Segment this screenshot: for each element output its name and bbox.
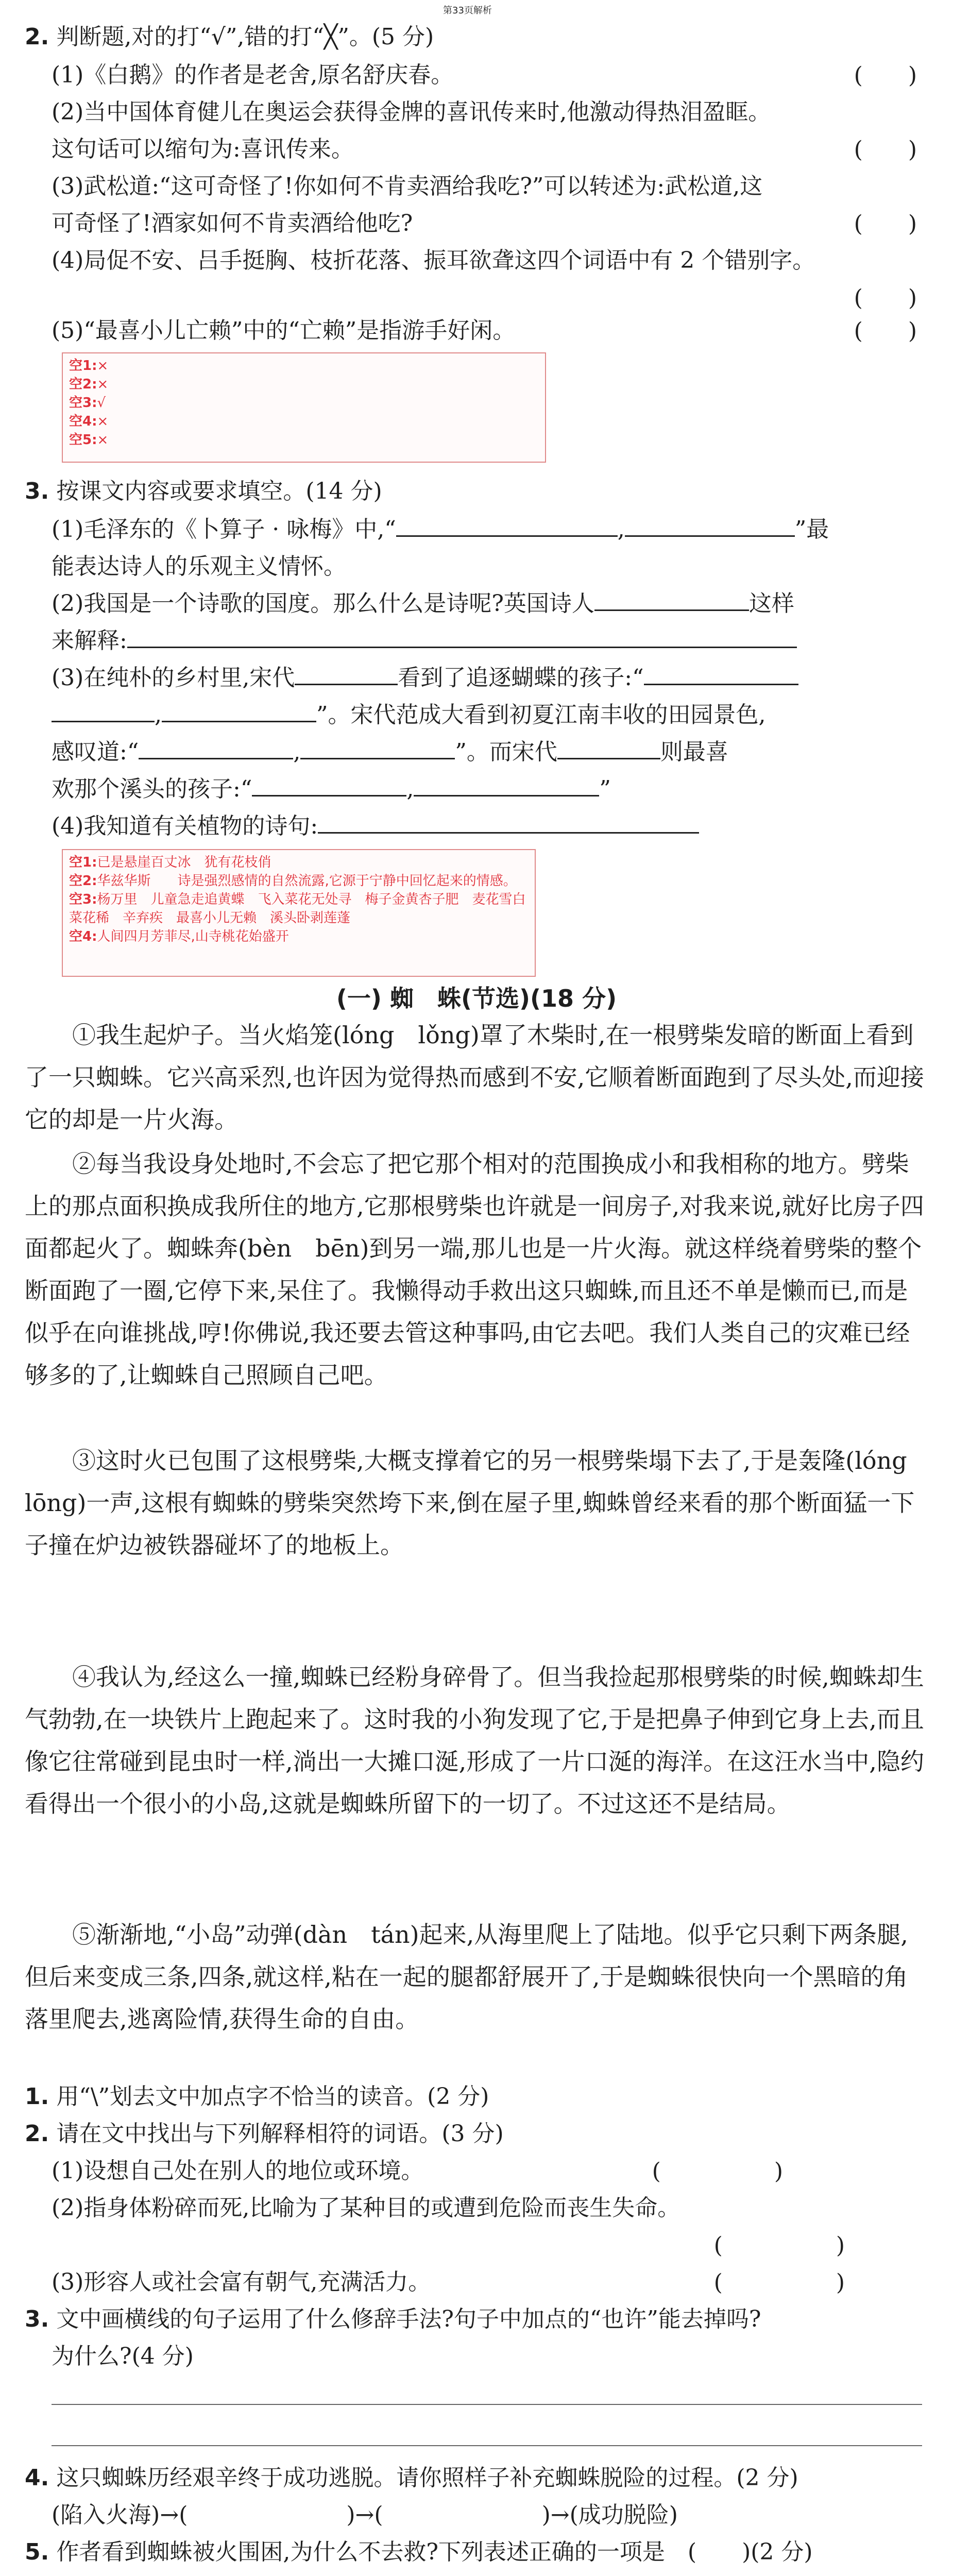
q2-answer-3: 空3:√ xyxy=(69,395,106,411)
q3-line-2: 能表达诗人的乐观主义情怀。 xyxy=(52,553,346,580)
passage-para-5: ⑤渐渐地,“小岛”动弹(dàn tán)起来,从海里爬上了陆地。似乎它只剩下两条腿,但后来变成三条,四条,就这样,粘在一起的腿都舒展开了,于是蜘蛛很快向一个黑暗的角落里爬去,逃离险情,获得生命的自由。 xyxy=(25,1921,908,2033)
q2-answer-1: 空1:× xyxy=(69,358,109,374)
q3-line-5: (3)在纯朴的乡村里,宋代 看到了追逐蝴蝶的孩子:“ xyxy=(52,659,922,697)
q2-answer-box xyxy=(62,352,546,463)
question-5: 5. 作者看到蜘蛛被火围困,为什么不去救?下列表述正确的一项是 ( )(2 分) xyxy=(25,2539,813,2565)
q2-paren-2[interactable]: ( ) xyxy=(854,137,917,163)
q2-item-3: (3)武松道:“这可奇怪了!你如何不肯卖酒给我吃?”可以转述为:武松道,这 xyxy=(52,173,763,199)
question-2-3: (3)形容人或社会富有朝气,充满活力。 xyxy=(52,2269,431,2295)
q3-line-1: (1)毛泽东的《卜算子 · 咏梅》中,“ , ”最 xyxy=(52,516,829,543)
q2-item-2: (2)当中国体育健儿在奥运会获得金牌的喜讯传来时,他激动得热泪盈眶。 xyxy=(52,99,771,125)
q3-answer-box xyxy=(62,849,536,977)
q2-1-paren[interactable]: ( ) xyxy=(652,2158,783,2184)
passage-para-1: ①我生起炉子。当火焰笼(lóng lǒng)罩了木柴时,在一根劈柴发暗的断面上看到了一只蜘蛛。它兴高采烈,也许因为觉得热而感到不安,它顺着断面跑到了尽头处,而迎接它的却是一片火海。 xyxy=(25,1021,924,1133)
q2-item-3b: 可奇怪了!酒家如何不肯卖酒给他吃? xyxy=(52,210,413,236)
question-4: 4. 这只蜘蛛历经艰辛终于成功逃脱。请你照样子补充蜘蛛脱险的过程。(2 分) xyxy=(25,2465,798,2491)
q3-line-6: , ”。宋代范成大看到初夏江南丰收的田园景色, xyxy=(52,697,922,734)
question-2-2: (2)指身体粉碎而死,比喻为了某种目的或遭到危险而丧生失命。 xyxy=(52,2195,680,2221)
q3-line-3: (2)我国是一个诗歌的国度。那么什么是诗呢?英国诗人 这样 xyxy=(52,590,794,617)
q3-line-7: 感叹道:“ , ”。而宋代 则最喜 xyxy=(52,739,728,765)
q2-answer-5: 空5:× xyxy=(69,432,109,448)
q2-3-paren[interactable]: ( ) xyxy=(713,2269,845,2296)
q3-answer-line-2[interactable] xyxy=(52,2445,922,2446)
q2-paren-3[interactable]: ( ) xyxy=(854,211,917,237)
q2-paren-4[interactable]: ( ) xyxy=(854,285,917,311)
q2-item-2b: 这句话可以缩句为:喜讯传来。 xyxy=(52,136,354,162)
q3-answer-1: 空1:已是悬崖百丈冰 犹有花枝俏 xyxy=(69,855,271,870)
q3-answer-3: 空3:杨万里 儿童急走追黄蝶 飞入菜花无处寻 梅子金黄杏子肥 麦花雪白菜花稀 辛弃疾 最喜小儿无赖 溪头卧剥莲蓬 xyxy=(69,892,526,926)
q2-paren-5[interactable]: ( ) xyxy=(854,318,917,344)
passage-para-4: ④我认为,经这么一撞,蜘蛛已经粉身碎骨了。但当我捡起那根劈柴的时候,蜘蛛却生气勃勃,在一块铁片上跑起来了。这时我的小狗发现了它,于是把鼻子伸到它身上去,而且像它往常碰到昆虫时一样,淌出一大摊口涎,形成了一片口涎的海洋。在这汪水当中,隐约看得出一个很小的小岛,这就是蜘蛛所留下的一切了。不过这还不是结局。 xyxy=(25,1663,924,1818)
question-4-flow: (陷入火海)→( )→( )→(成功脱险) xyxy=(52,2502,678,2528)
q3-line-9: (4)我知道有关植物的诗句: xyxy=(52,808,922,845)
question-2-title: 2. 判断题,对的打“√”,错的打“╳”。(5 分) xyxy=(25,24,434,50)
q3-line-8: 欢那个溪头的孩子:“ , ” xyxy=(52,776,611,802)
q3-answer-4: 空4:人间四月芳菲尽,山寺桃花始盛开 xyxy=(69,929,289,944)
q3-answer-line-1[interactable] xyxy=(52,2404,922,2405)
question-5-a[interactable] xyxy=(52,2571,922,2576)
question-3-title: 3. 按课文内容或要求填空。(14 分) xyxy=(25,478,382,504)
q2-item-1: (1)《白鹅》的作者是老舍,原名舒庆春。 xyxy=(52,62,454,88)
q2-paren-1[interactable]: ( ) xyxy=(854,62,917,89)
passage-title: (一) 蜘 蛛(节选)(18 分) xyxy=(336,985,617,1012)
q2-item-4: (4)局促不安、吕手挺胸、枝折花落、振耳欲聋这四个词语中有 2 个错别字。 xyxy=(52,247,815,274)
passage-para-3: ③这时火已包围了这根劈柴,大概支撑着它的另一根劈柴塌下去了,于是轰隆(lóng lōng)一声,这根有蜘蛛的劈柴突然垮下来,倒在屋子里,蜘蛛曾经来看的那个断面猛一下子撞在炉边被铁器碰坏了的地板上。 xyxy=(25,1447,931,1559)
q3-line-4: 来解释: xyxy=(52,622,922,659)
q2-item-5: (5)“最喜小儿亡赖”中的“亡赖”是指游手好闲。 xyxy=(52,317,516,344)
question-1: 1. 用“\”划去文中加点字不恰当的读音。(2 分) xyxy=(25,2083,489,2110)
q2-2-paren[interactable]: ( ) xyxy=(713,2232,845,2259)
passage-para-2: ②每当我设身处地时,不会忘了把它那个相对的范围换成小和我相称的地方。劈柴上的那点面积换成我所住的地方,它那根劈柴也许就是一间房子,对我来说,就好比房子四面都起火了。蜘蛛奔(bèn bēn)到另一端,那儿也是一片火海。就这样绕着劈柴的整个断面跑了一圈,它停下来,呆住了。我懒得动手救出这只蜘蛛,而且还不单是懒而已,而是似乎在向谁挑战,哼!你佛说,我还要去管这种事吗,由它去吧。我们人类自己的灾难已经够多的了,让蜘蛛自己照顾自己吧。 xyxy=(25,1150,924,1389)
page-header-tag: 第33页解析 xyxy=(443,5,492,16)
q2-answer-4: 空4:× xyxy=(69,414,109,429)
q3-answer-2: 空2:华兹华斯 诗是强烈感情的自然流露,它源于宁静中回忆起来的情感。 xyxy=(69,873,517,889)
question-2: 2. 请在文中找出与下列解释相符的词语。(3 分) xyxy=(25,2121,504,2147)
question-3: 3. 文中画横线的句子运用了什么修辞手法?句子中加点的“也许”能去掉吗? xyxy=(25,2306,761,2332)
q2-answer-2: 空2:× xyxy=(69,377,109,392)
question-3-b: 为什么?(4 分) xyxy=(52,2343,194,2369)
question-2-1: (1)设想自己处在别人的地位或环境。 xyxy=(52,2158,424,2184)
